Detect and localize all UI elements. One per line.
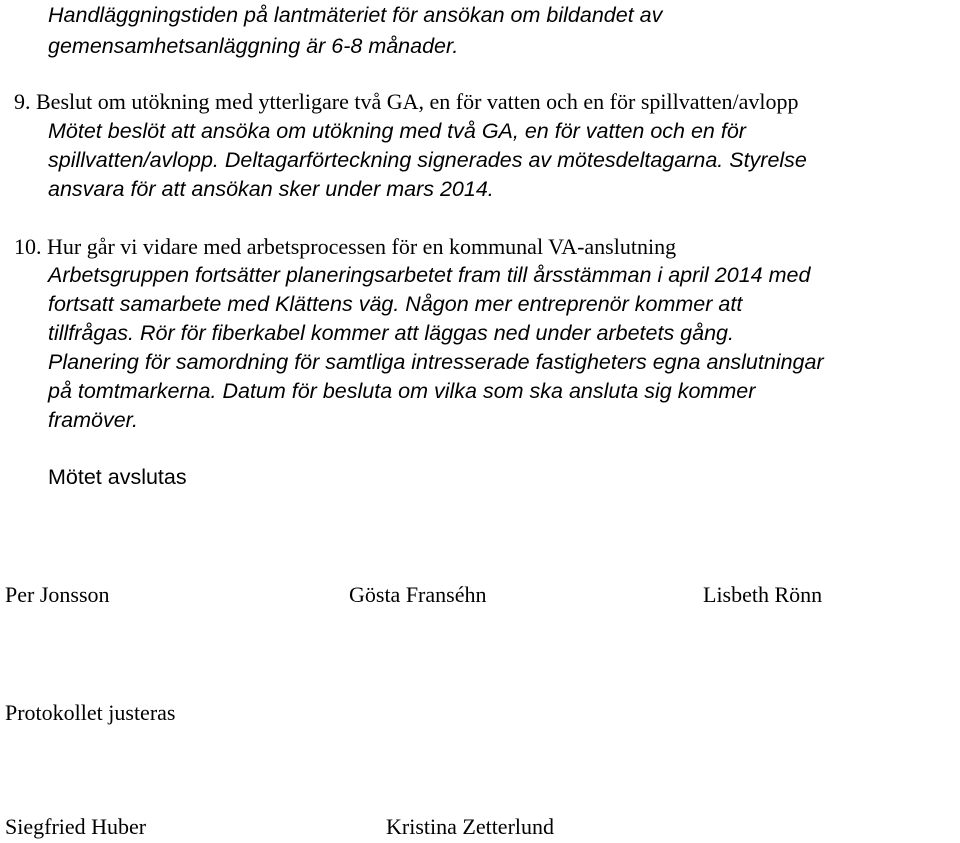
section-10-body-line-4: Planering för samordning för samtliga intresserade fastigheters egna anslutningar <box>48 350 824 374</box>
section-10-body-line-3: tillfrågas. Rör för fiberkabel kommer att läggas ned under arbetets gång. <box>48 321 734 345</box>
section-10-body-line-2: fortsatt samarbete med Klättens väg. Någon mer entreprenör kommer att <box>48 292 743 316</box>
section-9-body-line-1: Mötet beslöt att ansöka om utökning med två GA, en för vatten och en för <box>48 119 746 143</box>
signature-name: Lisbeth Rönn <box>703 582 823 607</box>
section-9-body-line-2: spillvatten/avlopp. Deltagarförteckning signerades av mötesdeltagarna. Styrelse <box>48 148 807 172</box>
closing-statement: Mötet avslutas <box>48 465 187 489</box>
section-9-heading: 9. Beslut om utökning med ytterligare två GA, en för vatten och en för spillvatten/avlopp <box>14 89 799 114</box>
intro-line-2: gemensamhetsanläggning är 6-8 månader. <box>48 34 459 58</box>
intro-line-1: Handläggningstiden på lantmäteriet för ansökan om bildandet av <box>48 3 663 27</box>
section-10-body-line-1: Arbetsgruppen fortsätter planeringsarbetet fram till årsstämman i april 2014 med <box>48 263 811 287</box>
signature-name: Gösta Franséhn <box>349 582 487 607</box>
signature-name: Kristina Zetterlund <box>386 814 555 839</box>
section-9-body-line-3: ansvara för att ansökan sker under mars 2014. <box>48 177 494 201</box>
signature-name: Siegfried Huber <box>5 814 147 839</box>
signature-name: Per Jonsson <box>5 582 110 607</box>
protokoll-label: Protokollet justeras <box>5 700 176 725</box>
section-10-heading: 10. Hur går vi vidare med arbetsprocessen för en kommunal VA-anslutning <box>14 234 677 259</box>
section-10-body-line-6: framöver. <box>48 408 138 432</box>
section-10-body-line-5: på tomtmarkerna. Datum för besluta om vilka som ska ansluta sig kommer <box>48 379 756 403</box>
